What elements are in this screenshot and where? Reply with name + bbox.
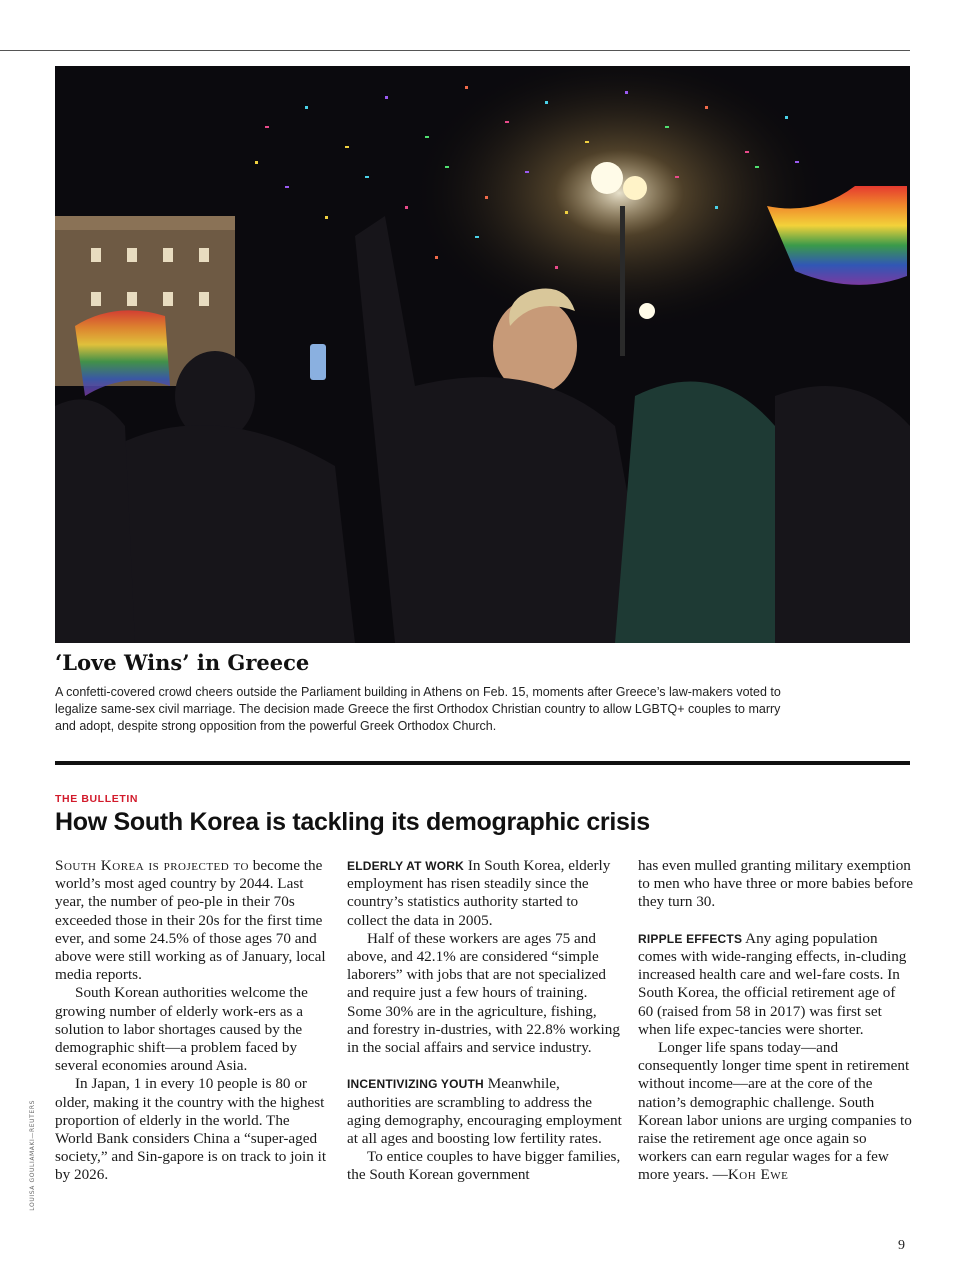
- article-paragraph: In Japan, 1 in every 10 people is 80 or older, making it the country with the highest proportion of elderly in the world. The World Bank considers China a “super-aged society,” and Sin-gapore is on track to join it by 2026.: [55, 1075, 327, 1184]
- article-headline: How South Korea is tackling its demographic crisis: [55, 808, 650, 836]
- subhead-incentivizing-youth: INCENTIVIZING YOUTH: [347, 1077, 484, 1092]
- article-paragraph: South Korea is projected to become the world’s most aged country by 2044. Last year, the number of peo-ple in their 70s exceeded those in their 20s for the first time ever, and some 24.5% of those ages 70 and above were still working as of January, local media reports.: [55, 857, 326, 984]
- article-paragraph: RIPPLE EFFECTS Any aging population comes with wide-ranging effects, in-cluding increased health care and wel-fare costs. In South Korea, the official retirement age of 60 (raised from 58 in 2017) was first set when life expec-tancies were shorter.: [638, 929, 907, 1038]
- photo-illustration: [55, 66, 910, 643]
- photo-credit: LOUISA GOULIAMAKI—REUTERS: [29, 1100, 36, 1211]
- column-continuation-space: has even mulled granting military exemption to men who have three or more babies before they turn 30.: [638, 857, 913, 911]
- article-paragraph: Half of these workers are ages 75 and above, and 42.1% are considered “simple laborers” with jobs that are not specialized and require just a few hours of training. Some 30% are in the agriculture, fishing, and forestry in-dustries, with 22.8% working in the social affairs and service industry.: [347, 929, 620, 1057]
- subhead-ripple-effects: RIPPLE EFFECTS: [638, 931, 743, 946]
- article-paragraph: To entice couples to have bigger families, the South Korean government: [347, 1148, 621, 1184]
- news-photo: [55, 66, 910, 643]
- caption-title: ‘Love Wins’ in Greece: [55, 650, 310, 675]
- section-rule: [55, 761, 910, 765]
- article-paragraph: ELDERLY AT WORK In South Korea, elderly employment has risen steadily since the country’s statistics authority started to collect the data in 2005.: [347, 857, 611, 929]
- section-kicker: THE BULLETIN: [55, 793, 139, 805]
- byline: Koh Ewe: [727, 1166, 789, 1184]
- article-column-3: [638, 857, 913, 1185]
- article-column-1: [55, 857, 330, 1185]
- top-rule: [0, 50, 910, 51]
- article-paragraph: Longer life spans today—and consequently longer time spent in retirement without income—are at the core of the nation’s demographic challenge. South Korean labor unions are urging companies to raise the retirement age once again so workers can earn regular wages for a few more years. —Koh Ewe: [638, 1039, 912, 1184]
- article-paragraph: INCENTIVIZING YOUTH Meanwhile, authorities are scrambling to address the aging demography, encouraging employment at all ages and boosting low fertility rates.: [347, 1075, 622, 1148]
- article-column-2: [347, 857, 622, 1185]
- article-paragraph: South Korean authorities welcome the growing number of elderly work-ers as a solution to labor shortages caused by the demographic shift—a problem faced by several economies around Asia.: [55, 984, 308, 1075]
- page-number: 9: [898, 1238, 905, 1253]
- subhead-elderly-at-work: ELDERLY AT WORK: [347, 859, 465, 873]
- caption-text: A confetti-covered crowd cheers outside the Parliament building in Athens on Feb. 15, moments after Greece’s law-makers voted to legalize same-sex civil marriage. The decision made Greece the first Orthodox Christian country to allow LGBTQ+ couples to marry and adopt, despite strong opposition from the powerful Greek Orthodox Church.: [55, 685, 781, 733]
- lead-in: South Korea is projected to: [55, 857, 249, 874]
